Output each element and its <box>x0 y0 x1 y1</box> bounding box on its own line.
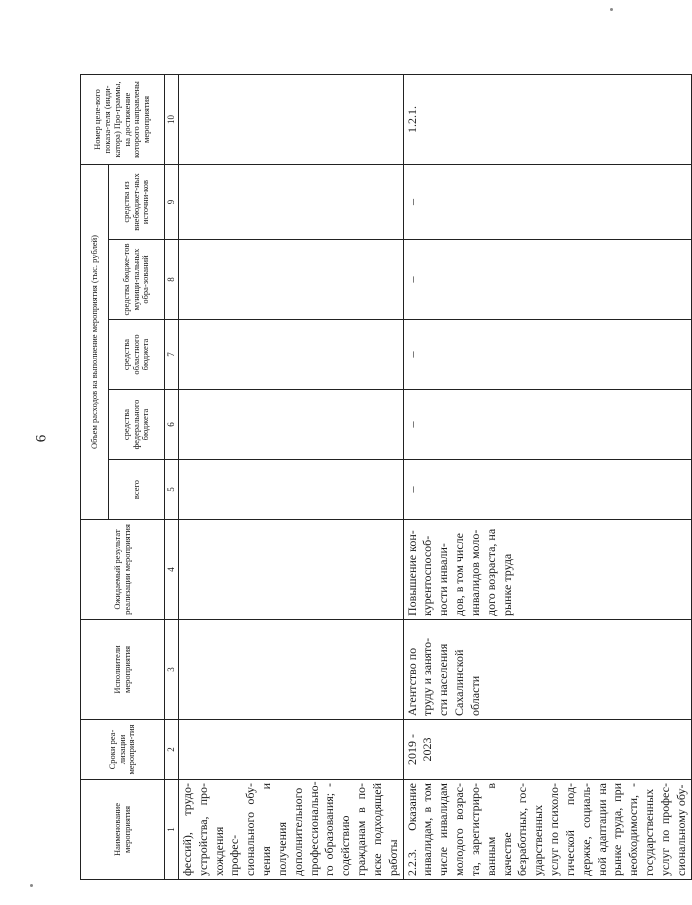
cell-extrabudget: – <box>403 165 691 240</box>
measures-table <box>80 74 692 880</box>
cell-terms: 2019 - 2023 <box>403 720 691 780</box>
column-number: 7 <box>165 320 179 390</box>
cell-regional <box>179 320 404 390</box>
header-federal: средства федерального бюджета <box>109 390 165 460</box>
column-number: 4 <box>165 520 179 620</box>
cell-federal: – <box>403 390 691 460</box>
cell-name: 2.2.3. Оказание инвалидам, в том числе инвалидам молодого возрас-та, зарегистриро-ванным в качестве безработных, гос-ударственных услуг по психоло-гической под-держке, социаль-ной адаптации на рынке труда, при необходимости, - государственных услуг по профес-сиональному обу- <box>403 780 691 880</box>
column-number: 8 <box>165 240 179 320</box>
header-indicator: Номер целе-вого показа-теля (инди-катора) Про-граммы, на достижение которого направлены мероприятия <box>81 75 165 165</box>
cell-executors: Агентство по труду и занято-сти населения Сахалинской области <box>403 620 691 720</box>
cell-indicator <box>179 75 404 165</box>
cell-extrabudget <box>179 165 404 240</box>
column-number: 6 <box>165 390 179 460</box>
cell-name: фессий), трудо-устройства, про-хождения профес-сионального обу-чения и получения дополнительного профессионально-го образования; - содействию гражданам в по-иске подходящей работы <box>179 780 404 880</box>
cell-total <box>179 460 404 520</box>
column-number: 10 <box>165 75 179 165</box>
column-number: 1 <box>165 780 179 880</box>
column-number: 2 <box>165 720 179 780</box>
table-row <box>179 75 404 880</box>
cell-indicator: 1.2.1. <box>403 75 691 165</box>
header-expected: Ожидаемый результат реализации мероприятия <box>81 520 165 620</box>
table-row <box>403 75 691 880</box>
cell-total: – <box>403 460 691 520</box>
cell-expected: Повышение кон-курентоспособ-ности инвали-дов, в том числе инвалидов моло-дого возраста, на рынке труда <box>403 520 691 620</box>
cell-federal <box>179 390 404 460</box>
column-number: 3 <box>165 620 179 720</box>
cell-expected <box>179 520 404 620</box>
cell-executors <box>179 620 404 720</box>
header-total: всего <box>109 460 165 520</box>
header-regional: средства областного бюджета <box>109 320 165 390</box>
scan-speck <box>610 8 613 11</box>
column-number: 9 <box>165 165 179 240</box>
header-name: Наименование мероприятия <box>81 780 165 880</box>
header-extrabudget: средства из внебюджет-ных источни-ков <box>109 165 165 240</box>
header-funding-group: Объем расходов на выполнение мероприятия (тыс. рублей) <box>81 165 109 520</box>
cell-terms <box>179 720 404 780</box>
cell-regional: – <box>403 320 691 390</box>
cell-municipal <box>179 240 404 320</box>
header-terms: Сроки реа-лизации мероприя-тия <box>81 720 165 780</box>
column-number: 5 <box>165 460 179 520</box>
scan-speck <box>30 884 33 887</box>
header-municipal: средства бюдже-тов муници-пальных обра-зований <box>109 240 165 320</box>
page-number: 6 <box>33 434 50 443</box>
cell-municipal: – <box>403 240 691 320</box>
rotated-table-container <box>80 75 688 880</box>
header-executors: Исполнители мероприятия <box>81 620 165 720</box>
